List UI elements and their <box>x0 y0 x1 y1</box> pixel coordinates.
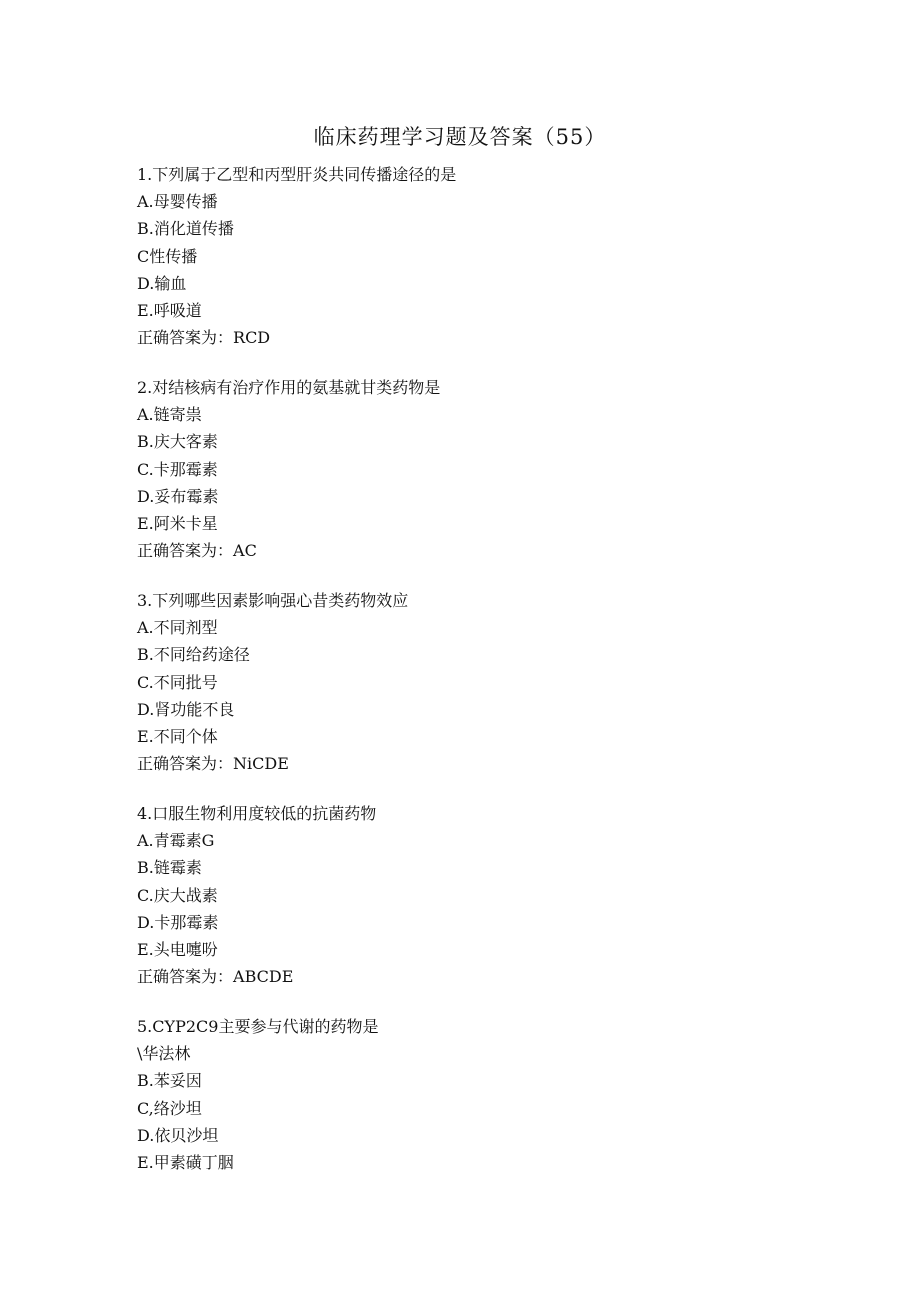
option-c: C.不同批号 <box>137 672 218 692</box>
option-e: E.呼吸道 <box>137 300 202 320</box>
question-block <box>137 374 837 564</box>
option-c: C.庆大战素 <box>137 885 218 905</box>
option-a: A.不同剂型 <box>137 618 218 638</box>
answer-prefix: 正确答案为： <box>137 328 234 348</box>
option-e: E.不同个体 <box>137 726 218 746</box>
answer-value: ABCDE <box>233 967 294 987</box>
option-a: \华法林 <box>137 1044 191 1064</box>
option-a: A.青霉素G <box>137 831 215 851</box>
correct-answer <box>137 963 837 990</box>
question-block <box>137 161 837 351</box>
option-c: C,络沙坦 <box>137 1098 202 1118</box>
answer-value: RCD <box>233 328 271 348</box>
question-stem: 5.CYP2C9主要参与代谢的药物是 <box>137 1017 379 1036</box>
question-block <box>137 1013 837 1176</box>
option-a: A.母婴传播 <box>137 192 218 212</box>
option-b: B.庆大客素 <box>137 432 218 452</box>
option-d: D.依贝沙坦 <box>137 1125 219 1145</box>
question-stem: 1.下列属于乙型和丙型肝炎共同传播途径的是 <box>137 165 457 184</box>
option-e: E.甲素磺丁胭 <box>137 1152 234 1172</box>
option-b: B.苯妥因 <box>137 1071 202 1091</box>
correct-answer <box>137 537 837 564</box>
option-e: E.头电嚏吩 <box>137 939 218 959</box>
option-b: B.链霉素 <box>137 858 202 878</box>
correct-answer <box>137 750 837 777</box>
answer-prefix: 正确答案为： <box>137 754 234 774</box>
answer-value: NiCDE <box>233 754 289 774</box>
question-stem: 4.口服生物利用度较低的抗菌药物 <box>137 804 377 823</box>
option-c: C.卡那霉素 <box>137 459 218 479</box>
option-c: C性传播 <box>137 246 198 266</box>
option-d: D.输血 <box>137 273 187 293</box>
option-b: B.不同给药途径 <box>137 645 250 665</box>
option-d: D.卡那霉素 <box>137 912 219 932</box>
question-stem: 2.对结核病有治疗作用的氨基就甘类药物是 <box>137 378 441 397</box>
correct-answer <box>137 324 837 351</box>
question-stem: 3.下列哪些因素影响强心昔类药物效应 <box>137 591 409 610</box>
answer-value: AC <box>233 541 257 561</box>
question-block <box>137 587 837 777</box>
question-block <box>137 800 837 990</box>
answer-prefix: 正确答案为： <box>137 541 234 561</box>
option-e: E.阿米卡星 <box>137 513 218 533</box>
option-b: B.消化道传播 <box>137 219 234 239</box>
page-title: 临床药理学习题及答案（55） <box>313 125 607 149</box>
option-d: D.妥布霉素 <box>137 486 219 506</box>
option-a: A.链寄祟 <box>137 405 202 425</box>
answer-prefix: 正确答案为： <box>137 967 234 987</box>
option-d: D.肾功能不良 <box>137 699 235 719</box>
